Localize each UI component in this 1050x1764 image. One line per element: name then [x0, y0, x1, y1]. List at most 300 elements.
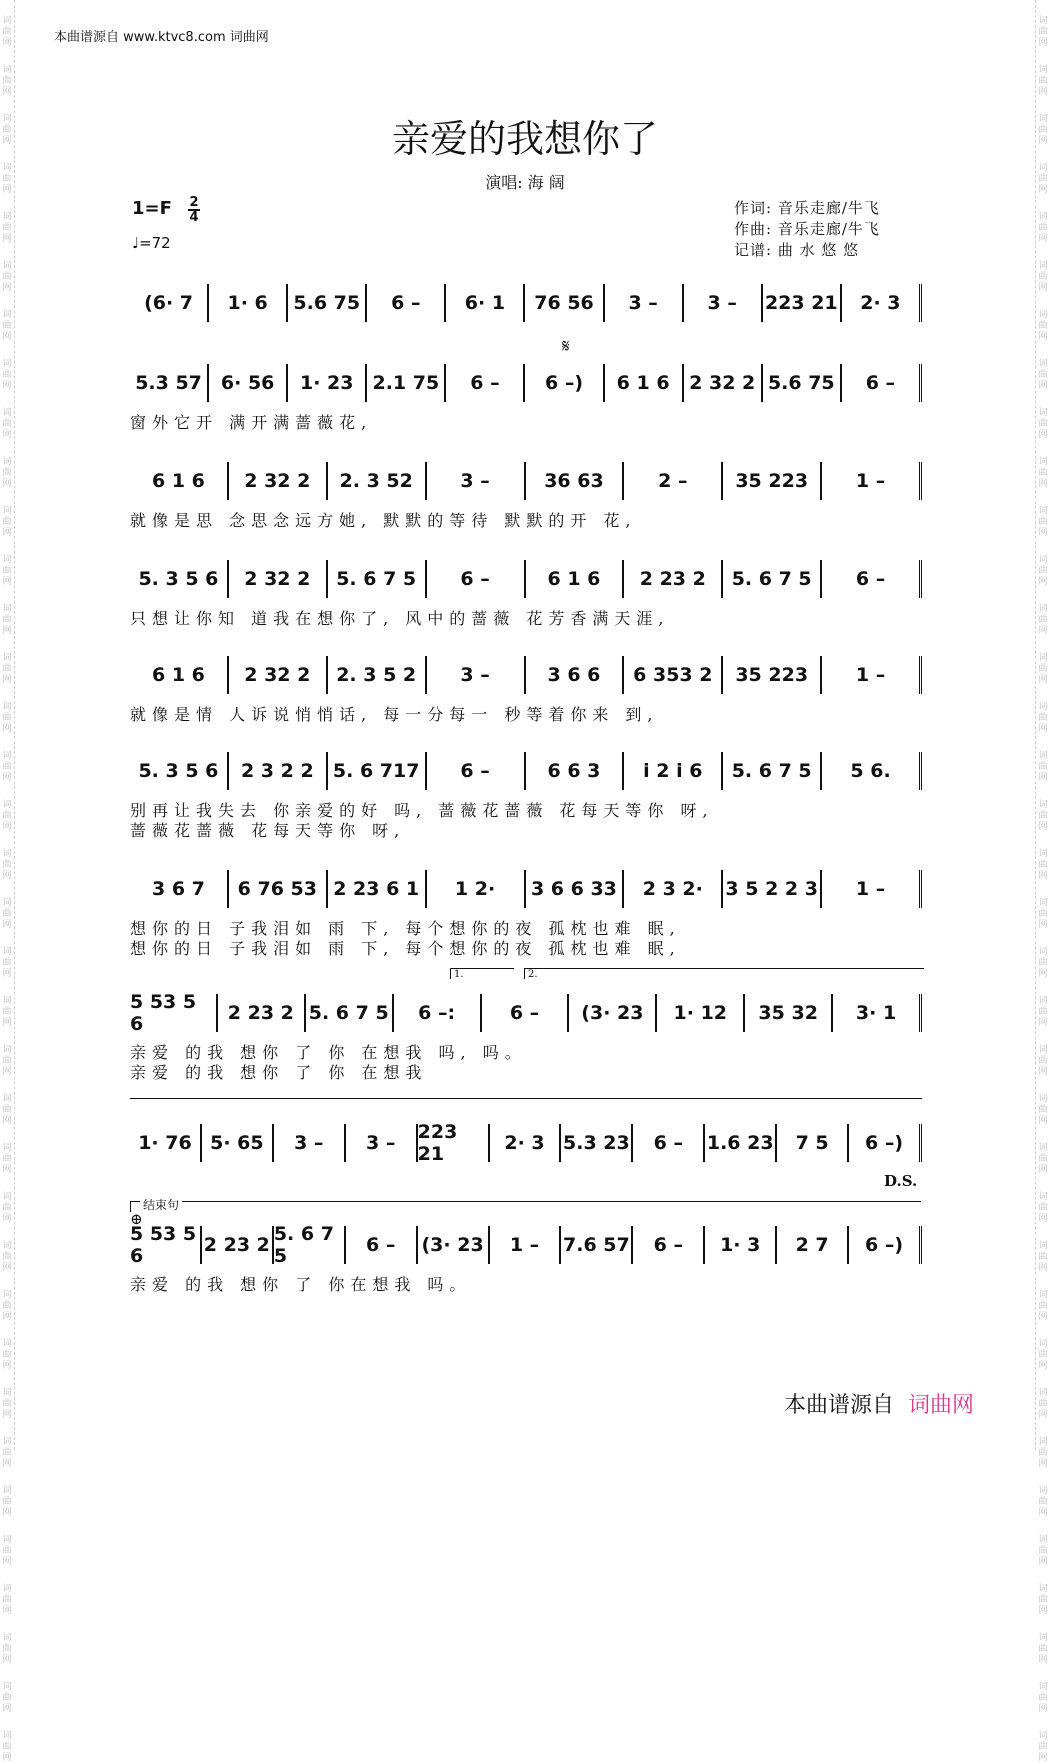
margin-watermark-char: 曲 — [2, 1007, 12, 1017]
measure: 5. 6 7 5 — [723, 560, 822, 598]
margin-watermark-char: 曲 — [1038, 762, 1048, 772]
margin-watermark-char: 网 — [2, 675, 12, 685]
measure: 2 23 2 — [624, 560, 723, 598]
meter-bottom: 4 — [189, 210, 199, 225]
margin-watermark-char: 词 — [1038, 947, 1048, 957]
margin-watermark-char: 网 — [2, 479, 12, 489]
margin-watermark-char: 词 — [2, 1241, 12, 1251]
margin-watermark-char: 网 — [2, 1704, 12, 1714]
notation-row — [130, 556, 922, 602]
margin-watermark-char: 词 — [2, 555, 12, 565]
margin-watermark-char: 网 — [1038, 234, 1048, 244]
margin-watermark-char: 曲 — [2, 1056, 12, 1066]
margin-watermark-char: 词 — [2, 800, 12, 810]
margin-watermark-char: 词 — [1038, 1339, 1048, 1349]
margin-watermark-char: 词 — [2, 947, 12, 957]
margin-watermark-char: 网 — [2, 234, 12, 244]
measure: 3 5 2 2 3 — [723, 870, 822, 908]
margin-watermark-char: 曲 — [2, 1742, 12, 1752]
lyric-line: 就像是情 人诉说悄悄话, 每一分每一 秒等着你来 到, — [130, 705, 659, 724]
notation-row — [130, 1120, 922, 1166]
margin-watermark-char: 曲 — [2, 1448, 12, 1458]
margin-watermark-char: 网 — [2, 283, 12, 293]
lyric-line: 想你的日 子我泪如 雨 下, 每个想你的夜 孤枕也难 眠, — [130, 919, 681, 938]
measure: 6 – — [822, 560, 922, 598]
measure: 5. 6 7 5 — [723, 752, 822, 790]
margin-watermark-char: 网 — [2, 1606, 12, 1616]
margin-watermark-char: 网 — [2, 1655, 12, 1665]
margin-watermark-char: 网 — [2, 1753, 12, 1763]
margin-watermark-char: 网 — [1038, 528, 1048, 538]
margin-watermark-char: 网 — [1038, 675, 1048, 685]
notation-row — [130, 866, 922, 912]
measure: 5 53 5 6 — [130, 1226, 202, 1264]
margin-watermark-char: 网 — [1038, 1508, 1048, 1518]
margin-watermark-char: 词 — [1038, 1094, 1048, 1104]
section-divider — [130, 1098, 922, 1099]
measure: 5 6. — [822, 752, 922, 790]
margin-watermark-char: 网 — [1038, 1704, 1048, 1714]
margin-watermark-char: 曲 — [2, 223, 12, 233]
margin-watermark-char: 曲 — [2, 1350, 12, 1360]
margin-watermark-char: 词 — [1038, 1437, 1048, 1447]
margin-watermark-char: 曲 — [2, 272, 12, 282]
margin-watermark-char: 网 — [2, 1312, 12, 1322]
margin-watermark-char: 词 — [2, 1192, 12, 1202]
measure: 6 – — [427, 752, 526, 790]
measure: 35 223 — [723, 656, 822, 694]
margin-watermark-char: 网 — [1038, 185, 1048, 195]
margin-watermark-char: 网 — [2, 577, 12, 587]
margin-watermark-char: 词 — [1038, 604, 1048, 614]
measure: 6 –) — [849, 1124, 922, 1162]
notation-row — [130, 280, 922, 326]
measure: 2· 3 — [842, 284, 922, 322]
margin-watermark-char: 词 — [1038, 1584, 1048, 1594]
measure: 6 – — [842, 364, 922, 402]
margin-watermark-char: 词 — [1038, 65, 1048, 75]
margin-watermark-char: 曲 — [1038, 1350, 1048, 1360]
measure: 6 1 6 — [605, 364, 684, 402]
margin-watermark-char: 词 — [1038, 16, 1048, 26]
notation-row — [130, 652, 922, 698]
notation-credit: 记谱: 曲 水 悠 悠 — [734, 241, 860, 259]
margin-watermark-char: 曲 — [2, 1399, 12, 1409]
lyric-line: 蔷薇花蔷薇 花每天等你 呀, — [130, 821, 406, 840]
lyric-line: 别再让我失去 你亲爱的好 吗, 蔷薇花蔷薇 花每天等你 呀, — [130, 801, 714, 820]
measure: 6 1 6 — [130, 656, 229, 694]
margin-watermark-char: 曲 — [2, 811, 12, 821]
margin-watermark-char: 网 — [2, 332, 12, 342]
coda-sign: ⊕ — [130, 1210, 143, 1228]
margin-watermark-char: 曲 — [1038, 615, 1048, 625]
measure: i 2 i 6 — [624, 752, 723, 790]
margin-watermark-char: 曲 — [2, 370, 12, 380]
measure: 1· 3 — [705, 1226, 777, 1264]
margin-watermark-char: 曲 — [1038, 125, 1048, 135]
margin-watermark-char: 曲 — [2, 27, 12, 37]
margin-watermark-char: 网 — [2, 1361, 12, 1371]
dal-segno: D.S. — [884, 1172, 918, 1190]
measure: 6 6 3 — [526, 752, 625, 790]
lyric-line: 亲爱 的我 想你 了 你 在想我 吗, 吗。 — [130, 1043, 527, 1062]
measure: 5.3 23 — [561, 1124, 633, 1162]
margin-watermark-char: 曲 — [1038, 1154, 1048, 1164]
notation-row — [130, 748, 922, 794]
measure: 1.6 23 — [705, 1124, 777, 1162]
margin-watermark-char: 曲 — [1038, 1056, 1048, 1066]
measure: 3 – — [427, 462, 526, 500]
margin-watermark-char: 词 — [1038, 163, 1048, 173]
margin-watermark-char: 曲 — [2, 125, 12, 135]
measure: 2 23 2 — [202, 1226, 274, 1264]
margin-watermark-char: 曲 — [2, 1203, 12, 1213]
margin-watermark-char: 曲 — [1038, 1252, 1048, 1262]
margin-watermark-char: 词 — [2, 1094, 12, 1104]
measure: 2 7 — [777, 1226, 849, 1264]
measure: 1· 6 — [209, 284, 288, 322]
margin-watermark-char: 曲 — [2, 1595, 12, 1605]
margin-watermark-char: 曲 — [2, 909, 12, 919]
margin-watermark-char: 曲 — [1038, 664, 1048, 674]
margin-watermark-char: 网 — [2, 1116, 12, 1126]
measure: 6· 56 — [209, 364, 288, 402]
margin-watermark-char: 曲 — [2, 1252, 12, 1262]
margin-watermark-char: 曲 — [1038, 1693, 1048, 1703]
measure: 6 –: — [394, 994, 482, 1032]
measure: 7 5 — [777, 1124, 849, 1162]
measure: 6 –) — [525, 364, 604, 402]
margin-watermark-char: 曲 — [2, 615, 12, 625]
margin-watermark-char: 曲 — [2, 419, 12, 429]
margin-watermark-char: 词 — [1038, 849, 1048, 859]
lyric-line: 亲爱 的我 想你 了 你在想我 吗。 — [130, 1275, 472, 1294]
margin-watermark-char: 网 — [1038, 1361, 1048, 1371]
measure: 2 – — [624, 462, 723, 500]
measure: 2 32 2 — [229, 560, 328, 598]
margin-watermark-char: 词 — [2, 1731, 12, 1741]
measure: 6 – — [427, 560, 526, 598]
margin-watermark-char: 词 — [2, 996, 12, 1006]
measure: 2 23 6 1 — [328, 870, 427, 908]
margin-watermark-char: 词 — [1038, 212, 1048, 222]
margin-watermark-char: 词 — [2, 1682, 12, 1692]
measure: 3 6 6 33 — [526, 870, 625, 908]
margin-watermark-char: 曲 — [1038, 1644, 1048, 1654]
margin-watermark-char: 词 — [1038, 1143, 1048, 1153]
footer-source-text: 本曲谱源自 — [784, 1393, 895, 1418]
margin-watermark-char: 网 — [1038, 332, 1048, 342]
time-signature — [188, 196, 200, 224]
margin-watermark-char: 曲 — [1038, 1448, 1048, 1458]
margin-watermark-char: 网 — [1038, 430, 1048, 440]
notation-row — [130, 360, 922, 406]
margin-watermark-char: 曲 — [1038, 517, 1048, 527]
measure: 6 – — [633, 1226, 705, 1264]
margin-watermark-char: 词 — [1038, 1045, 1048, 1055]
margin-watermark-char: 词 — [1038, 555, 1048, 565]
measure: 1 – — [822, 462, 922, 500]
margin-watermark-char: 网 — [2, 430, 12, 440]
tempo-mark: ♩=72 — [132, 234, 171, 252]
measure: 5. 6 7 5 — [306, 994, 394, 1032]
margin-watermark-char: 曲 — [1038, 1742, 1048, 1752]
measure: 6 –) — [849, 1226, 922, 1264]
margin-watermark-char: 网 — [1038, 1116, 1048, 1126]
footer-site-link[interactable]: 词曲网 — [908, 1393, 975, 1418]
margin-watermark-char: 词 — [1038, 1486, 1048, 1496]
measure: 5.3 57 — [130, 364, 209, 402]
measure: 5.6 75 — [288, 284, 367, 322]
measure: 3· 1 — [833, 994, 922, 1032]
margin-watermark-char: 网 — [1038, 1459, 1048, 1469]
measure: 5. 3 5 6 — [130, 752, 229, 790]
margin-watermark-char: 曲 — [1038, 1301, 1048, 1311]
margin-watermark-char: 词 — [1038, 114, 1048, 124]
margin-watermark-char: 词 — [1038, 457, 1048, 467]
right-margin-watermark — [1035, 0, 1050, 1763]
margin-watermark-char: 曲 — [2, 517, 12, 527]
measure: 6 353 2 — [624, 656, 723, 694]
margin-watermark-char: 词 — [1038, 1241, 1048, 1251]
margin-watermark-char: 网 — [1038, 1263, 1048, 1273]
measure: 6 – — [446, 364, 525, 402]
measure: 7.6 57 — [561, 1226, 633, 1264]
margin-watermark-char: 曲 — [1038, 713, 1048, 723]
margin-watermark-char: 词 — [2, 457, 12, 467]
measure: 3 6 7 — [130, 870, 229, 908]
margin-watermark-char: 词 — [2, 1339, 12, 1349]
margin-watermark-char: 曲 — [1038, 223, 1048, 233]
margin-watermark-char: 网 — [1038, 479, 1048, 489]
margin-watermark-char: 网 — [1038, 1312, 1048, 1322]
measure: 1· 12 — [657, 994, 745, 1032]
margin-watermark-char: 曲 — [1038, 468, 1048, 478]
margin-watermark-char: 曲 — [2, 860, 12, 870]
margin-watermark-char: 网 — [2, 1410, 12, 1420]
margin-watermark-char: 网 — [1038, 1214, 1048, 1224]
margin-watermark-char: 词 — [1038, 1633, 1048, 1643]
notation-row — [130, 458, 922, 504]
margin-watermark-char: 曲 — [1038, 958, 1048, 968]
source-watermark: 本曲谱源自 www.ktvc8.com 词曲网 — [54, 30, 269, 45]
margin-watermark-char: 词 — [1038, 1192, 1048, 1202]
margin-watermark-char: 曲 — [2, 468, 12, 478]
lyric-line: 窗外它开 满开满蔷薇花, — [130, 413, 373, 432]
margin-watermark-char: 词 — [1038, 1682, 1048, 1692]
margin-watermark-char: 词 — [2, 408, 12, 418]
margin-watermark-char: 网 — [1038, 822, 1048, 832]
margin-watermark-char: 曲 — [2, 1546, 12, 1556]
measure: 5 53 5 6 — [130, 994, 218, 1032]
margin-watermark-char: 曲 — [2, 321, 12, 331]
margin-watermark-char: 曲 — [2, 664, 12, 674]
measure: 3 – — [605, 284, 684, 322]
measure: 76 56 — [525, 284, 604, 322]
margin-watermark-char: 网 — [2, 871, 12, 881]
margin-watermark-char: 曲 — [1038, 811, 1048, 821]
notation-row — [130, 1222, 922, 1268]
margin-watermark-char: 词 — [2, 1633, 12, 1643]
measure: 5· 65 — [202, 1124, 274, 1162]
margin-watermark-char: 网 — [2, 920, 12, 930]
margin-watermark-char: 网 — [1038, 1018, 1048, 1028]
margin-watermark-char: 网 — [1038, 724, 1048, 734]
margin-watermark-char: 网 — [1038, 920, 1048, 930]
margin-watermark-char: 曲 — [2, 958, 12, 968]
measure: 3 – — [346, 1124, 418, 1162]
measure: 2. 3 5 2 — [328, 656, 427, 694]
margin-watermark-char: 曲 — [2, 76, 12, 86]
margin-watermark-char: 网 — [2, 1067, 12, 1077]
margin-watermark-char: 网 — [1038, 871, 1048, 881]
margin-watermark-char: 词 — [2, 1437, 12, 1447]
margin-watermark-char: 词 — [2, 359, 12, 369]
margin-watermark-char: 词 — [1038, 1290, 1048, 1300]
margin-watermark-char: 词 — [1038, 1731, 1048, 1741]
margin-watermark-char: 曲 — [2, 566, 12, 576]
lyric-line: 就像是思 念思念远方她, 默默的等待 默默的开 花, — [130, 511, 637, 530]
measure: 2 3 2 2 — [229, 752, 328, 790]
margin-watermark-char: 曲 — [1038, 1203, 1048, 1213]
measure: 2 32 2 — [684, 364, 763, 402]
margin-watermark-char: 词 — [2, 898, 12, 908]
margin-watermark-char: 词 — [2, 16, 12, 26]
margin-watermark-char: 词 — [1038, 261, 1048, 271]
margin-watermark-char: 词 — [2, 1535, 12, 1545]
margin-watermark-char: 词 — [2, 604, 12, 614]
margin-watermark-char: 词 — [2, 751, 12, 761]
margin-watermark-char: 词 — [2, 163, 12, 173]
credits-block — [734, 198, 880, 261]
margin-watermark-char: 词 — [2, 702, 12, 712]
margin-watermark-char: 网 — [1038, 1557, 1048, 1567]
margin-watermark-char: 曲 — [1038, 909, 1048, 919]
margin-watermark-char: 曲 — [2, 1644, 12, 1654]
margin-watermark-char: 词 — [2, 1584, 12, 1594]
margin-watermark-char: 网 — [2, 1263, 12, 1273]
margin-watermark-char: 词 — [2, 212, 12, 222]
margin-watermark-char: 网 — [1038, 577, 1048, 587]
margin-watermark-char: 网 — [1038, 1410, 1048, 1420]
margin-watermark-char: 曲 — [1038, 1105, 1048, 1115]
margin-watermark-char: 网 — [2, 1214, 12, 1224]
margin-watermark-char: 网 — [1038, 136, 1048, 146]
measure: 5. 6 7 5 — [274, 1226, 346, 1264]
margin-watermark-char: 网 — [2, 87, 12, 97]
measure: 5. 6 717 — [328, 752, 427, 790]
margin-watermark-char: 词 — [2, 1143, 12, 1153]
margin-watermark-char: 词 — [1038, 1388, 1048, 1398]
margin-watermark-char: 词 — [1038, 408, 1048, 418]
measure: 2 32 2 — [229, 462, 328, 500]
margin-watermark-char: 网 — [2, 528, 12, 538]
margin-watermark-char: 词 — [2, 65, 12, 75]
margin-watermark-char: 曲 — [2, 1301, 12, 1311]
margin-watermark-char: 曲 — [1038, 860, 1048, 870]
margin-watermark-char: 网 — [1038, 38, 1048, 48]
measure: 6 1 6 — [130, 462, 229, 500]
margin-watermark-char: 词 — [2, 114, 12, 124]
margin-watermark-char: 网 — [1038, 1067, 1048, 1077]
margin-watermark-char: 网 — [1038, 87, 1048, 97]
ending-bracket — [130, 1201, 921, 1212]
measure: 223 21 — [763, 284, 842, 322]
segno-sign: 𝄋 — [562, 336, 570, 357]
margin-watermark-char: 网 — [2, 381, 12, 391]
song-title: 亲爱的我想你了 — [391, 117, 658, 161]
measure: 1 – — [822, 656, 922, 694]
lyricist-credit: 作词: 音乐走廊/牛飞 — [734, 199, 880, 217]
margin-watermark-char: 网 — [1038, 1655, 1048, 1665]
second-ending-bracket: 2. — [524, 968, 924, 979]
measure: 6 1 6 — [526, 560, 625, 598]
first-ending-bracket: 1. — [450, 968, 514, 979]
margin-watermark-char: 词 — [2, 653, 12, 663]
margin-watermark-char: 词 — [2, 1045, 12, 1055]
measure: 2 23 2 — [218, 994, 306, 1032]
margin-watermark-char: 网 — [2, 724, 12, 734]
margin-watermark-char: 网 — [1038, 1606, 1048, 1616]
margin-watermark-char: 曲 — [2, 762, 12, 772]
margin-watermark-char: 网 — [1038, 381, 1048, 391]
measure: 5. 3 5 6 — [130, 560, 229, 598]
margin-watermark-char: 网 — [2, 773, 12, 783]
measure: 223 21 — [418, 1124, 490, 1162]
margin-watermark-char: 曲 — [1038, 321, 1048, 331]
margin-watermark-char: 曲 — [1038, 76, 1048, 86]
margin-watermark-char: 词 — [1038, 653, 1048, 663]
margin-watermark-char: 词 — [2, 261, 12, 271]
margin-watermark-char: 曲 — [1038, 370, 1048, 380]
margin-watermark-char: 曲 — [1038, 1546, 1048, 1556]
margin-watermark-char: 词 — [2, 849, 12, 859]
lyric-line: 亲爱 的我 想你 了 你 在想我 — [130, 1063, 428, 1082]
margin-watermark-char: 曲 — [1038, 1399, 1048, 1409]
margin-watermark-char: 曲 — [2, 1154, 12, 1164]
measure: 2· 3 — [490, 1124, 562, 1162]
margin-watermark-char: 词 — [1038, 359, 1048, 369]
left-margin-watermark — [0, 0, 15, 1763]
margin-watermark-char: 网 — [2, 1459, 12, 1469]
measure: 35 32 — [745, 994, 833, 1032]
margin-watermark-char: 曲 — [2, 713, 12, 723]
margin-watermark-char: 曲 — [1038, 272, 1048, 282]
measure: (6· 7 — [130, 284, 209, 322]
measure: 2 3 2· — [624, 870, 723, 908]
measure: 1· 23 — [288, 364, 367, 402]
margin-watermark-char: 网 — [1038, 773, 1048, 783]
margin-watermark-char: 曲 — [1038, 27, 1048, 37]
lyric-line: 想你的日 子我泪如 雨 下, 每个想你的夜 孤枕也难 眠, — [130, 939, 681, 958]
margin-watermark-char: 词 — [2, 1290, 12, 1300]
margin-watermark-char: 网 — [2, 626, 12, 636]
ending-label: 结束句 — [140, 1196, 182, 1213]
composer-credit: 作曲: 音乐走廊/牛飞 — [734, 220, 880, 238]
measure: 5. 6 7 5 — [328, 560, 427, 598]
margin-watermark-char: 词 — [1038, 1535, 1048, 1545]
measure: (3· 23 — [569, 994, 657, 1032]
margin-watermark-char: 曲 — [2, 1105, 12, 1115]
margin-watermark-char: 词 — [1038, 751, 1048, 761]
margin-watermark-char: 网 — [2, 969, 12, 979]
measure: 6 – — [346, 1226, 418, 1264]
margin-watermark-char: 网 — [2, 38, 12, 48]
measure: 6· 1 — [446, 284, 525, 322]
measure: 5.6 75 — [763, 364, 842, 402]
margin-watermark-char: 词 — [1038, 310, 1048, 320]
margin-watermark-char: 曲 — [1038, 174, 1048, 184]
